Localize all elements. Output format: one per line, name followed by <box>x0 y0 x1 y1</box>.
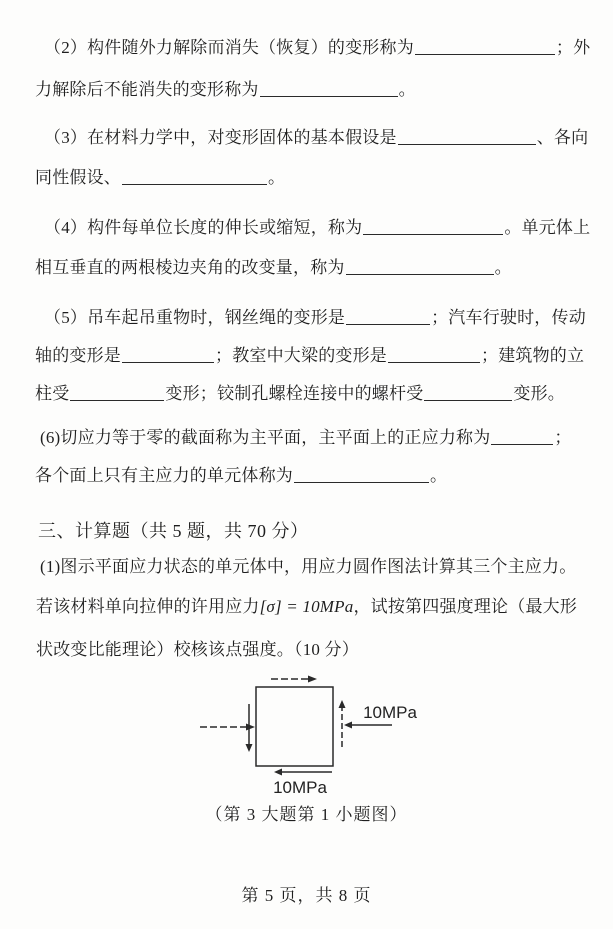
stress-element-svg <box>150 666 490 800</box>
fill-item-3-line-1 <box>44 126 588 150</box>
stress-label-right: 10MPa <box>363 703 417 722</box>
section-3-heading: 三、计算题（共 5 题，共 70 分） <box>38 521 309 541</box>
fill-item-4-line-2 <box>35 256 512 280</box>
normal-arrow-left <box>200 724 255 731</box>
fill-item-5-text-d: ；教室中大梁的变形是 <box>215 346 387 365</box>
blank-underline <box>70 383 164 401</box>
figure-caption: （第 3 大题第 1 小题图） <box>205 805 408 824</box>
fill-item-4-text-a: （4）构件每单位长度的伸长或缩短，称为 <box>44 218 363 237</box>
stress-square <box>256 687 333 766</box>
fill-item-4-line-1 <box>44 216 590 240</box>
fill-item-5-text-c: 轴的变形是 <box>35 346 121 365</box>
shear-arrow-bottom <box>274 769 332 776</box>
problem-1-line-2-pre: 若该材料单向拉伸的许用应力 <box>36 597 260 616</box>
fill-item-3-text-d: 。 <box>268 168 286 187</box>
problem-1-line-2-post: ，试按第四强度理论（最大形 <box>353 597 578 616</box>
shear-arrow-right <box>339 700 346 747</box>
fill-item-4-text-d: 。 <box>494 258 512 277</box>
fill-item-2-text-b: ；外 <box>555 38 591 57</box>
blank-underline <box>122 167 267 185</box>
fill-item-5-text-a: （5）吊车起吊重物时，钢丝绳的变形是 <box>44 308 346 327</box>
fill-item-5-text-h: 变形。 <box>513 384 566 403</box>
blank-underline <box>294 465 429 483</box>
fill-item-6-line-2 <box>35 464 447 488</box>
fill-item-4-text-c: 相互垂直的两根棱边夹角的改变量，称为 <box>35 258 345 277</box>
fill-item-2-text-c: 力解除后不能消失的变形称为 <box>35 80 259 99</box>
fill-item-3-text-a: （3）在材料力学中，对变形固体的基本假设是 <box>44 128 397 147</box>
fill-item-5-text-e: ；建筑物的立 <box>481 346 585 365</box>
blank-underline <box>346 307 430 325</box>
stress-element-figure <box>150 666 490 800</box>
allowable-stress-formula: [σ] = 10MPa <box>259 597 354 616</box>
fill-item-6-text-a: (6)切应力等于零的截面称为主平面，主平面上的正应力称为 <box>40 428 491 447</box>
fill-item-2-text-a: （2）构件随外力解除而消失（恢复）的变形称为 <box>44 38 414 57</box>
problem-1-line-1: (1)图示平面应力状态的单元体中，用应力圆作图法计算其三个主应力。 <box>40 557 577 576</box>
blank-underline <box>363 217 503 235</box>
blank-underline <box>122 345 214 363</box>
problem-1-line-3: 状改变比能理论）校核该点强度。（10 分） <box>36 640 359 659</box>
fill-item-6-text-c: 各个面上只有主应力的单元体称为 <box>35 466 293 485</box>
blank-underline <box>415 37 555 55</box>
blank-underline <box>388 345 480 363</box>
fill-item-2-text-d: 。 <box>398 80 416 99</box>
stress-label-bottom: 10MPa <box>273 778 327 797</box>
fill-item-5-line-3 <box>35 382 565 406</box>
blank-underline <box>346 257 494 275</box>
fill-item-2-line-2 <box>35 78 416 102</box>
blank-underline <box>260 79 398 97</box>
blank-underline <box>398 127 536 145</box>
fill-item-4-text-b: 。单元体上 <box>504 218 591 237</box>
shear-arrow-top <box>271 676 317 683</box>
fill-item-5-text-f: 柱受 <box>35 384 70 403</box>
fill-item-5-line-2 <box>35 344 584 368</box>
fill-item-3-text-c: 同性假设、 <box>35 168 121 187</box>
normal-arrow-right <box>344 722 392 729</box>
fill-item-5-line-1 <box>44 306 586 330</box>
fill-item-5-text-b: ；汽车行驶时，传动 <box>431 308 586 327</box>
blank-underline <box>424 383 512 401</box>
blank-underline <box>491 427 553 445</box>
problem-1-line-2 <box>36 595 577 619</box>
fill-item-3-text-b: 、各向 <box>536 128 589 147</box>
fill-item-6-text-d: 。 <box>430 466 448 485</box>
fill-item-6-line-1 <box>40 426 572 450</box>
fill-item-6-text-b: ； <box>554 428 572 447</box>
page-number-footer: 第 5 页，共 8 页 <box>241 886 372 905</box>
fill-item-2-line-1 <box>44 36 590 60</box>
fill-item-3-line-2 <box>35 166 285 190</box>
fill-item-5-text-g: 变形；铰制孔螺栓连接中的螺杆受 <box>165 384 424 403</box>
